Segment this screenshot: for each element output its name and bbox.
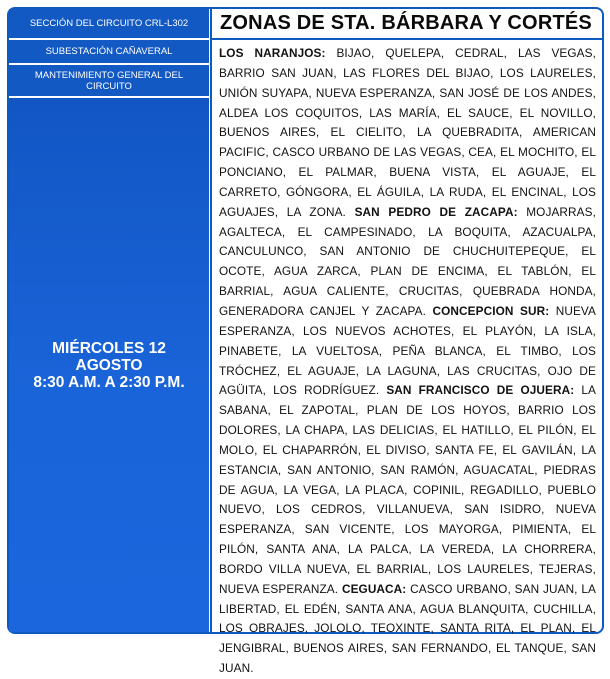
zone-name: LOS NARANJOS: xyxy=(219,46,326,60)
zone-places: BIJAO, QUELEPA, CEDRAL, LAS VEGAS, BARRIO SAN JUAN, LAS FLORES DEL BIJAO, LOS LAURELES, UNIÓN SUYAPA, NUEVA ESPERANZA, SAN JOSÉ DE LOS ANDES, ALDEA LOS COQUITOS, LAS MARÍA, EL SAUCE, EL NOVILLO, BUENOS AIRES, EL CIELITO, LA QUEBRADITA, AMERICAN PACIFIC, CASCO URBANO DE LAS VEGAS, CEA, EL MOCHITO, EL PONCIANO, EL PALMAR, BUENA VISTA, EL AGUAJE, EL CARRETO, GÓNGORA, EL ÁGUILA, LA RUDA, EL ENCINAL, LOS AGUAJES, LA ZONA. xyxy=(219,46,596,219)
outage-time: 8:30 A.M. A 2:30 P.M. xyxy=(33,373,185,391)
substation-label: SUBESTACIÓN CAÑAVERAL xyxy=(9,40,209,65)
zone-name: SAN FRANCISCO DE OJUERA: xyxy=(386,383,575,398)
zones-list xyxy=(212,40,602,679)
zone-places: NUEVA ESPERANZA, LOS NUEVOS ACHOTES, EL PLAYÓN, LA ISLA, PINABETE, LA VUELTOSA, PEÑA BLANCA, EL TIMBO, LOS TRÓCHEZ, EL AGUAJE, LA LAGUNA, LAS CRUCITAS, OJO DE AGÜITA, LOS RODRÍGUEZ. xyxy=(219,303,596,398)
zone-name: SAN PEDRO DE ZACAPA: xyxy=(354,204,518,219)
zones-title: ZONAS DE STA. BÁRBARA Y CORTÉS xyxy=(212,9,602,40)
maintenance-label: MANTENIMIENTO GENERAL DEL CIRCUITO xyxy=(9,65,209,98)
circuit-section-label: SECCIÓN DEL CIRCUITO CRL-L302 xyxy=(9,9,209,40)
outage-notice-table xyxy=(7,7,604,676)
zone-name: CONCEPCION SUR: xyxy=(432,303,550,318)
zone-name: CEGUACA: xyxy=(341,581,407,596)
zone-places: LA SABANA, EL ZAPOTAL, PLAN DE LOS HOYOS, BARRIO LOS DOLORES, LA CHAPA, LAS DELICIAS, EL HATILLO, EL PILÓN, EL MOLO, EL CHAPARRÓN, EL DIVISO, SANTA FE, EL GAVILÁN, LA ESTANCIA, SAN ANTONIO, SAN RAMÓN, AGUACATAL, PIEDRAS DE AGUA, LA VEGA, LA PLACA, COPINIL, REGADILLO, PUEBLO NUEVO, LOS CEDROS, VILLANUEVA, SAN ISIDRO, NUEVA ESPERANZA, SAN VICENTE, LOS MAYORGA, PIMIENTA, EL PILÓN, SANTA ANA, LA PALCA, LA VEREDA, LA CHORRERA, BORDO VILLA NUEVA, EL BARRIAL, LOS LAURELES, TEJERAS, NUEVA ESPERANZA. xyxy=(219,383,596,596)
zones-panel xyxy=(210,9,602,676)
zone-places: CASCO URBANO, SAN JUAN, LA LIBERTAD, EL EDÉN, SANTA ANA, AGUA BLANQUITA, CUCHILLA, LOS OBRAJES, JOLOLO, TEOXINTE, SANTA RITA, EL PLAN, EL JENGIBRAL, BUENOS AIRES, SAN FERNANDO, EL TANQUE, SAN JUAN. xyxy=(219,581,596,676)
zone-places: MOJARRAS, AGALTECA, EL CAMPESINADO, LA BOQUITA, AZACUALPA, CANCULUNCO, SAN ANTONIO DE CHUCHUITEPEQUE, EL OCOTE, AGUA ZARCA, PLAN DE ENCIMA, EL TABLÓN, EL BARRIAL, AGUA CALIENTE, CRUCITAS, QUEBRADA HONDA, GENERADORA CANJEL Y ZACAPA. xyxy=(219,204,596,318)
schedule-block xyxy=(9,98,209,632)
schedule-panel xyxy=(9,9,209,632)
outage-date: MIÉRCOLES 12 AGOSTO xyxy=(52,339,166,374)
